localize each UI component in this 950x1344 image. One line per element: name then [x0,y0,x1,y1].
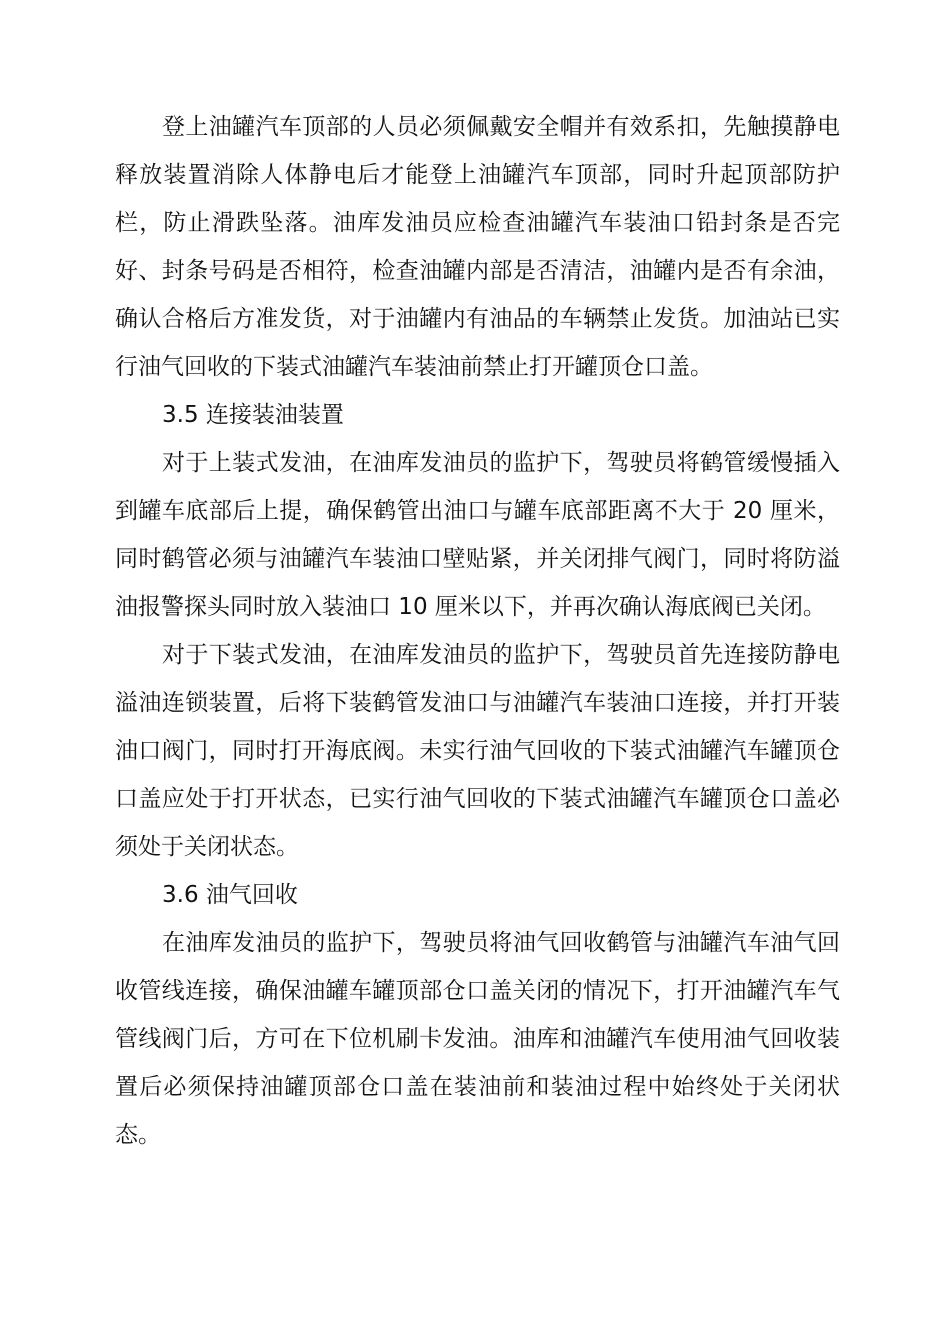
paragraph-bottom-loading: 对于下装式发油，在油库发油员的监护下，驾驶员首先连接防静电溢油连锁装置，后将下装鹤管发油口与油罐汽车装油口连接，并打开装油口阀门，同时打开海底阀。未实行油气回收的下装式油罐汽车罐顶仓口盖应处于打开状态，已实行油气回收的下装式油罐汽车罐顶仓口盖必须处于关闭状态。 [115,642,840,860]
document-body [115,103,840,1159]
paragraph-tank-top-safety: 登上油罐汽车顶部的人员必须佩戴安全帽并有效系扣，先触摸静电释放装置消除人体静电后才能登上油罐汽车顶部，同时升起顶部防护栏，防止滑跌坠落。油库发油员应检查油罐汽车装油口铅封条是否完好、封条号码是否相符，检查油罐内部是否清洁，油罐内是否有余油，确认合格后方准发货，对于油罐内有油品的车辆禁止发货。加油站已实行油气回收的下装式油罐汽车装油前禁止打开罐顶仓口盖。 [115,114,840,380]
section-heading-3-5: 3.5 连接装油装置 [162,402,344,428]
section-heading-3-6: 3.6 油气回收 [162,882,298,908]
paragraph-vapor-recovery: 在油库发油员的监护下，驾驶员将油气回收鹤管与油罐汽车油气回收管线连接，确保油罐车罐顶部仓口盖关闭的情况下，打开油罐汽车气管线阀门后，方可在下位机刷卡发油。油库和油罐汽车使用油气回收装置后必须保持油罐顶部仓口盖在装油前和装油过程中始终处于关闭状态。 [115,930,840,1148]
paragraph-top-loading: 对于上装式发油，在油库发油员的监护下，驾驶员将鹤管缓慢插入到罐车底部后上提，确保鹤管出油口与罐车底部距离不大于 20 厘米，同时鹤管必须与油罐汽车装油口壁贴紧，并关闭排气阀门，同时将防溢油报警探头同时放入装油口 10 厘米以下，并再次确认海底阀已关闭。 [115,450,840,620]
